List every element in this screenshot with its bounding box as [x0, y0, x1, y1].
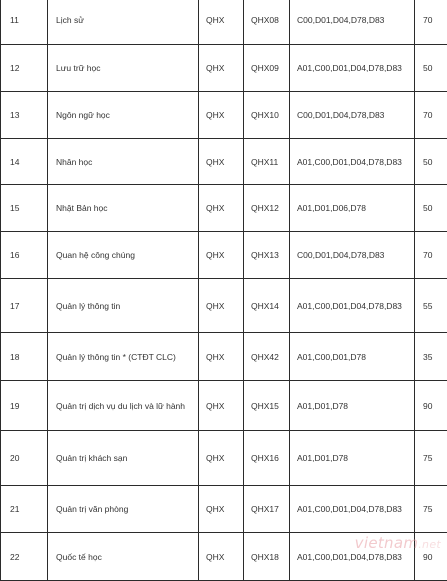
- cell-group-code: QHX: [199, 185, 244, 232]
- table-row: [1, 533, 447, 581]
- table-row: [1, 431, 447, 486]
- cell-group-code: QHX: [199, 45, 244, 92]
- cell-row-number: 15: [1, 185, 48, 232]
- table-body: [1, 0, 447, 581]
- cell-subject-combinations: C00,D01,D04,D78,D83: [290, 92, 415, 139]
- table-row: [1, 486, 447, 533]
- cell-quota: 70: [415, 232, 447, 279]
- cell-group-code: QHX: [199, 486, 244, 533]
- cell-quota: 90: [415, 381, 447, 431]
- cell-subject-combinations: A01,D01,D78: [290, 381, 415, 431]
- cell-quota: 50: [415, 185, 447, 232]
- cell-major-code: QHX17: [244, 486, 290, 533]
- cell-major-code: QHX16: [244, 431, 290, 486]
- cell-major-name: Quản lý thông tin: [48, 279, 199, 333]
- table-row: [1, 92, 447, 139]
- cell-major-code: QHX14: [244, 279, 290, 333]
- cell-quota: 70: [415, 92, 447, 139]
- cell-subject-combinations: A01,C00,D01,D04,D78,D83: [290, 279, 415, 333]
- cell-major-code: QHX09: [244, 45, 290, 92]
- cell-major-code: QHX18: [244, 533, 290, 581]
- cell-major-code: QHX10: [244, 92, 290, 139]
- cell-subject-combinations: A01,C00,D01,D04,D78,D83: [290, 45, 415, 92]
- table-row: [1, 0, 447, 45]
- cell-quota: 55: [415, 279, 447, 333]
- cell-row-number: 11: [1, 0, 48, 45]
- cell-group-code: QHX: [199, 232, 244, 279]
- cell-major-code: QHX08: [244, 0, 290, 45]
- cell-group-code: QHX: [199, 139, 244, 185]
- cell-row-number: 16: [1, 232, 48, 279]
- cell-subject-combinations: A01,D01,D06,D78: [290, 185, 415, 232]
- cell-major-name: Lịch sử: [48, 0, 199, 45]
- cell-major-code: QHX13: [244, 232, 290, 279]
- cell-quota: 90: [415, 533, 447, 581]
- cell-group-code: QHX: [199, 279, 244, 333]
- cell-quota: 50: [415, 45, 447, 92]
- table-row: [1, 279, 447, 333]
- cell-row-number: 22: [1, 533, 48, 581]
- cell-group-code: QHX: [199, 333, 244, 381]
- cell-quota: 50: [415, 139, 447, 185]
- watermark-suffix: net: [422, 538, 441, 551]
- table-row: [1, 139, 447, 185]
- table-row: [1, 333, 447, 381]
- cell-row-number: 14: [1, 139, 48, 185]
- cell-group-code: QHX: [199, 381, 244, 431]
- cell-major-name: Quản trị khách sạn: [48, 431, 199, 486]
- cell-subject-combinations: A01,C00,D01,D78: [290, 333, 415, 381]
- cell-major-code: QHX12: [244, 185, 290, 232]
- cell-major-name: Nhân học: [48, 139, 199, 185]
- cell-row-number: 17: [1, 279, 48, 333]
- cell-group-code: QHX: [199, 0, 244, 45]
- cell-major-name: Quản trị văn phòng: [48, 486, 199, 533]
- cell-quota: 70: [415, 0, 447, 45]
- cell-quota: 35: [415, 333, 447, 381]
- cell-subject-combinations: A01,C00,D01,D04,D78,D83: [290, 486, 415, 533]
- cell-major-code: QHX11: [244, 139, 290, 185]
- table-row: [1, 381, 447, 431]
- cell-major-name: Lưu trữ học: [48, 45, 199, 92]
- cell-row-number: 19: [1, 381, 48, 431]
- cell-quota: 75: [415, 486, 447, 533]
- cell-row-number: 12: [1, 45, 48, 92]
- table-row: [1, 185, 447, 232]
- cell-subject-combinations: A01,D01,D78: [290, 431, 415, 486]
- cell-row-number: 21: [1, 486, 48, 533]
- cell-major-name: Nhật Bản học: [48, 185, 199, 232]
- cell-major-name: Quốc tế học: [48, 533, 199, 581]
- cell-row-number: 18: [1, 333, 48, 381]
- cell-row-number: 13: [1, 92, 48, 139]
- cell-subject-combinations: A01,C00,D01,D04,D78,D83: [290, 139, 415, 185]
- cell-major-name: Quản lý thông tin * (CTĐT CLC): [48, 333, 199, 381]
- cell-major-name: Quản trị dịch vụ du lịch và lữ hành: [48, 381, 199, 431]
- watermark-dot: .: [418, 538, 422, 551]
- cell-subject-combinations: A01,C00,D01,D04,D78,D83: [290, 533, 415, 581]
- cell-major-code: QHX15: [244, 381, 290, 431]
- cell-subject-combinations: C00,D01,D04,D78,D83: [290, 0, 415, 45]
- cell-group-code: QHX: [199, 431, 244, 486]
- cell-quota: 75: [415, 431, 447, 486]
- cell-group-code: QHX: [199, 92, 244, 139]
- cell-major-code: QHX42: [244, 333, 290, 381]
- cell-major-name: Quan hệ công chúng: [48, 232, 199, 279]
- table-row: [1, 232, 447, 279]
- cell-subject-combinations: C00,D01,D04,D78,D83: [290, 232, 415, 279]
- watermark-brand: vietnam: [355, 534, 419, 552]
- cell-group-code: QHX: [199, 533, 244, 581]
- table-row: [1, 45, 447, 92]
- cell-row-number: 20: [1, 431, 48, 486]
- cell-major-name: Ngôn ngữ học: [48, 92, 199, 139]
